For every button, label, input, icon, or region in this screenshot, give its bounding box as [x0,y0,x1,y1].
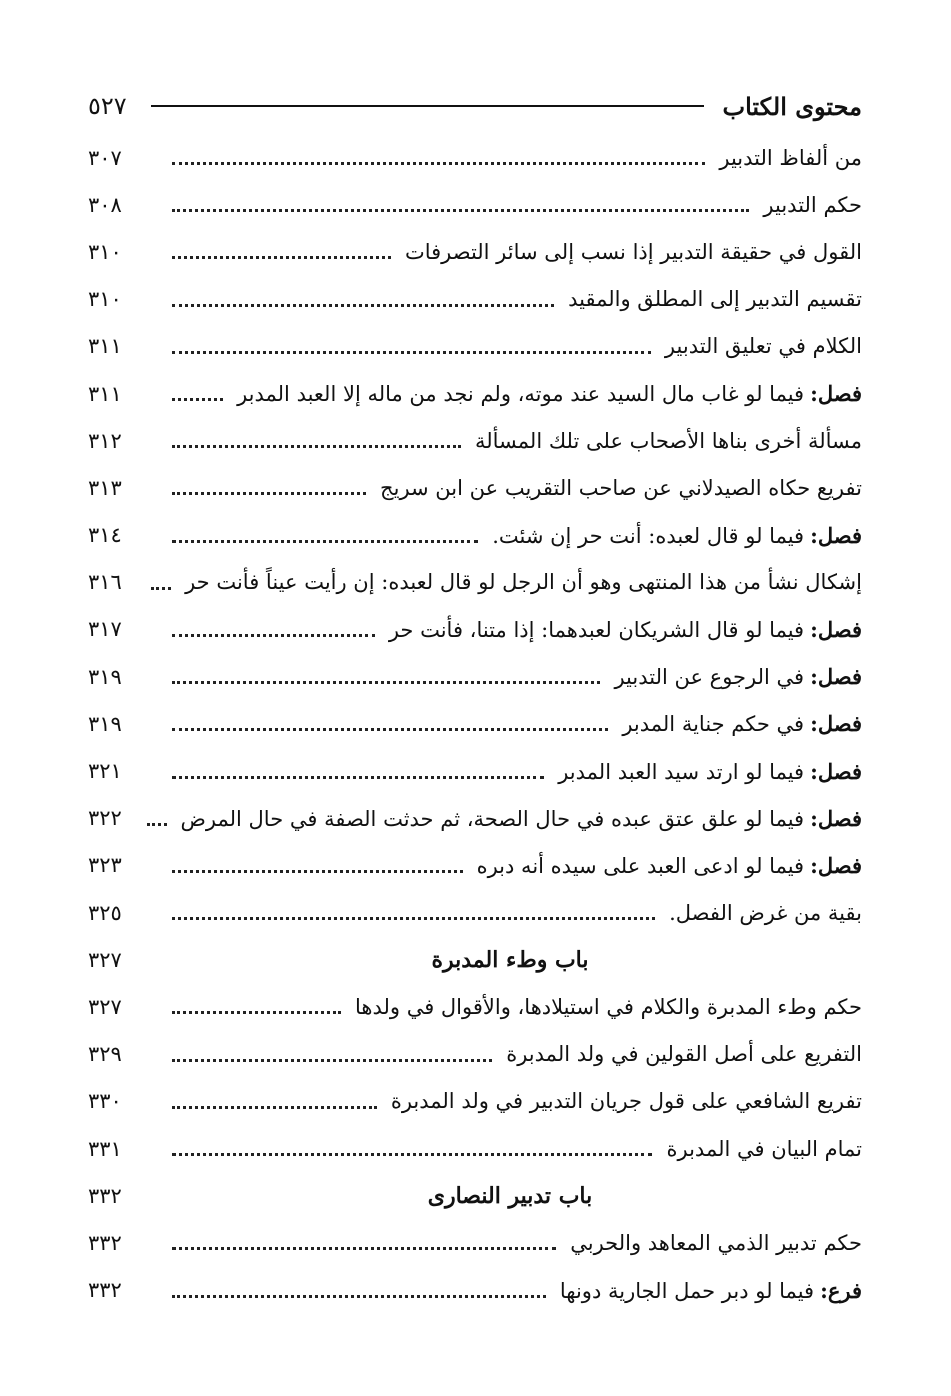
entry-title [391,1089,862,1113]
entry-title [506,1042,862,1066]
dot-leader [172,398,223,401]
toc-entry [88,228,862,275]
entry-page-number: ٣٢٧ [88,994,122,1019]
dot-leader [172,870,463,873]
toc-entry [88,1078,862,1125]
toc-entry [88,464,862,511]
page-number: ٥٢٧ [88,92,127,120]
header-rule [151,105,705,107]
entry-page-number: ٣٣١ [88,1136,122,1161]
dot-leader [172,256,391,259]
entry-text: من ألفاظ التدبير [719,145,862,170]
dot-leader [172,351,651,354]
entry-text: في الرجوع عن التدبير [614,665,805,690]
entry-text: حكم التدبير [763,192,862,217]
entry-title [666,1137,862,1161]
entry-text: تمام البيان في المدبرة [666,1136,862,1161]
dot-leader [172,445,461,448]
entry-page-number: ٣٣٢ [88,1278,122,1303]
entry-page-number: ٣١٦ [88,570,122,595]
entry-title [665,334,862,358]
entry-text: تفريع حكاه الصيدلاني عن صاحب التقريب عن ابن سريج [380,475,862,500]
entry-text: فيما لو قال الشريكان لعبدهما: إذا متنا، فأنت حر [388,617,805,642]
entry-page-number: ٣٣٢ [88,1183,122,1208]
entry-title [355,995,862,1019]
toc-entry [88,370,862,417]
entry-page-number: ٣١٠ [88,239,122,264]
entry-prefix: فصل: [810,664,862,690]
toc-entry [88,1125,862,1172]
dot-leader [172,1153,652,1156]
entry-title [669,901,862,925]
entry-title [389,617,862,642]
dot-leader [172,728,608,731]
entry-prefix: فصل: [810,852,862,878]
entry-page-number: ٣١١ [88,334,122,359]
dot-leader [172,540,478,543]
entry-text: باب وطء المدبرة [431,946,589,973]
entry-page-number: ٣٢٣ [88,853,122,878]
dot-leader [172,492,366,495]
toc-entry [88,323,862,370]
dot-leader [172,681,600,684]
dot-leader [147,823,167,826]
dot-leader [172,634,375,637]
dot-leader [172,304,554,307]
entry-page-number: ٣١٩ [88,664,122,689]
entry-title [380,476,862,500]
toc-entry [88,181,862,228]
entry-page-number: ٣٢٧ [88,947,122,972]
entry-title [614,664,862,689]
toc-entry [88,512,862,559]
entry-text: فيما لو غاب مال السيد عند موته، ولم نجد من ماله إلا العبد المدبر [237,382,805,407]
entry-page-number: ٣٢١ [88,759,122,784]
entry-text: باب تدبير النصارى [427,1182,593,1209]
toc-entry [88,983,862,1030]
entry-text: حكم وطء المدبرة والكلام في استيلادها، والأقوال في ولدها [354,994,862,1019]
toc-entry [88,417,862,464]
toc-entry [88,747,862,794]
entry-text: فيما لو ادعى العبد على سيده أنه دبره [476,853,805,878]
entry-title [622,711,862,736]
dot-leader [172,1106,377,1109]
entry-title [568,287,862,311]
toc-entry [88,559,862,606]
toc-entry [88,1267,862,1314]
chapter-title [158,1183,862,1209]
toc-entry [88,653,862,700]
entry-page-number: ٣١٣ [88,475,122,500]
entry-title [181,806,862,831]
entry-page-number: ٣٠٨ [88,192,122,217]
toc-entry [88,606,862,653]
entry-title [558,759,862,784]
entry-page-number: ٣١٤ [88,523,122,548]
toc-entry [88,889,862,936]
dot-leader [172,776,544,779]
entry-prefix: فصل: [810,522,862,548]
entry-text: القول في حقيقة التدبير إذا نسب إلى سائر التصرفات [404,239,862,264]
toc-entry [88,700,862,747]
entry-page-number: ٣١١ [88,381,122,406]
entry-page-number: ٣٣٠ [88,1089,122,1114]
entry-page-number: ٣١٠ [88,287,122,312]
entry-text: فيما لو قال لعبده: أنت حر إن شئت. [492,523,805,548]
toc-entry [88,134,862,181]
entry-prefix: فصل: [810,381,862,407]
entry-page-number: ٣٢٢ [88,806,122,831]
dot-leader [172,1247,556,1250]
toc-entry [88,1031,862,1078]
entry-text: فيما لو دبر حمل الجارية دونها [559,1278,815,1303]
entry-page-number: ٣١٩ [88,711,122,736]
entry-prefix: فصل: [810,711,862,737]
entry-page-number: ٣١٢ [88,428,122,453]
chapter-title [158,947,862,973]
dot-leader [172,209,749,212]
entry-title [719,146,862,170]
dot-leader [151,587,171,590]
entry-title [570,1231,862,1255]
dot-leader [172,917,655,920]
chapter-heading-row [88,1172,862,1219]
entry-title [477,853,862,878]
dot-leader [172,1059,492,1062]
dot-leader [172,1011,341,1014]
entry-page-number: ٣٣٢ [88,1230,122,1255]
entry-prefix: فصل: [810,758,862,784]
entry-text: في حكم جناية المدبر [622,712,805,737]
entry-text: فيما لو علق عتق عبده في حال الصحة، ثم حدثت الصفة في حال المرض [180,806,805,831]
entry-page-number: ٣٠٧ [88,145,122,170]
entry-text: تفريع الشافعي على قول جريان التدبير في ولد المدبرة [390,1089,862,1114]
entry-title [492,523,862,548]
entry-text: تقسيم التدبير إلى المطلق والمقيد [568,287,862,312]
entry-title [475,429,862,453]
entry-text: إشكال نشأ من هذا المنتهى وهو أن الرجل لو قال لعبده: إن رأيت عيناً فأنت حر [185,570,862,595]
table-of-contents [88,134,862,1314]
entry-page-number: ٣٢٩ [88,1042,122,1067]
entry-text: بقية من غرض الفصل. [669,900,862,925]
entry-prefix: فصل: [810,805,862,831]
toc-entry [88,842,862,889]
entry-title [763,193,862,217]
toc-entry [88,795,862,842]
chapter-heading-row [88,936,862,983]
entry-text: فيما لو ارتد سيد العبد المدبر [558,759,805,784]
entry-text: حكم تدبير الذمي المعاهد والحربي [570,1230,862,1255]
entry-title [405,240,862,264]
toc-entry [88,276,862,323]
entry-prefix: فرع: [820,1277,862,1303]
entry-text: مسألة أخرى بناها الأصحاب على تلك المسألة [475,428,862,453]
entry-text: الكلام في تعليق التدبير [664,334,862,359]
running-title: محتوى الكتاب [722,91,862,121]
entry-text: التفريع على أصل القولين في ولد المدبرة [506,1042,862,1067]
entry-title [560,1278,862,1303]
entry-page-number: ٣١٧ [88,617,122,642]
entry-title [185,570,862,594]
page-header [88,86,862,126]
entry-title [237,381,862,406]
entry-page-number: ٣٢٥ [88,900,122,925]
dot-leader [172,162,705,165]
toc-entry [88,1219,862,1266]
entry-prefix: فصل: [810,616,862,642]
dot-leader [172,1295,546,1298]
